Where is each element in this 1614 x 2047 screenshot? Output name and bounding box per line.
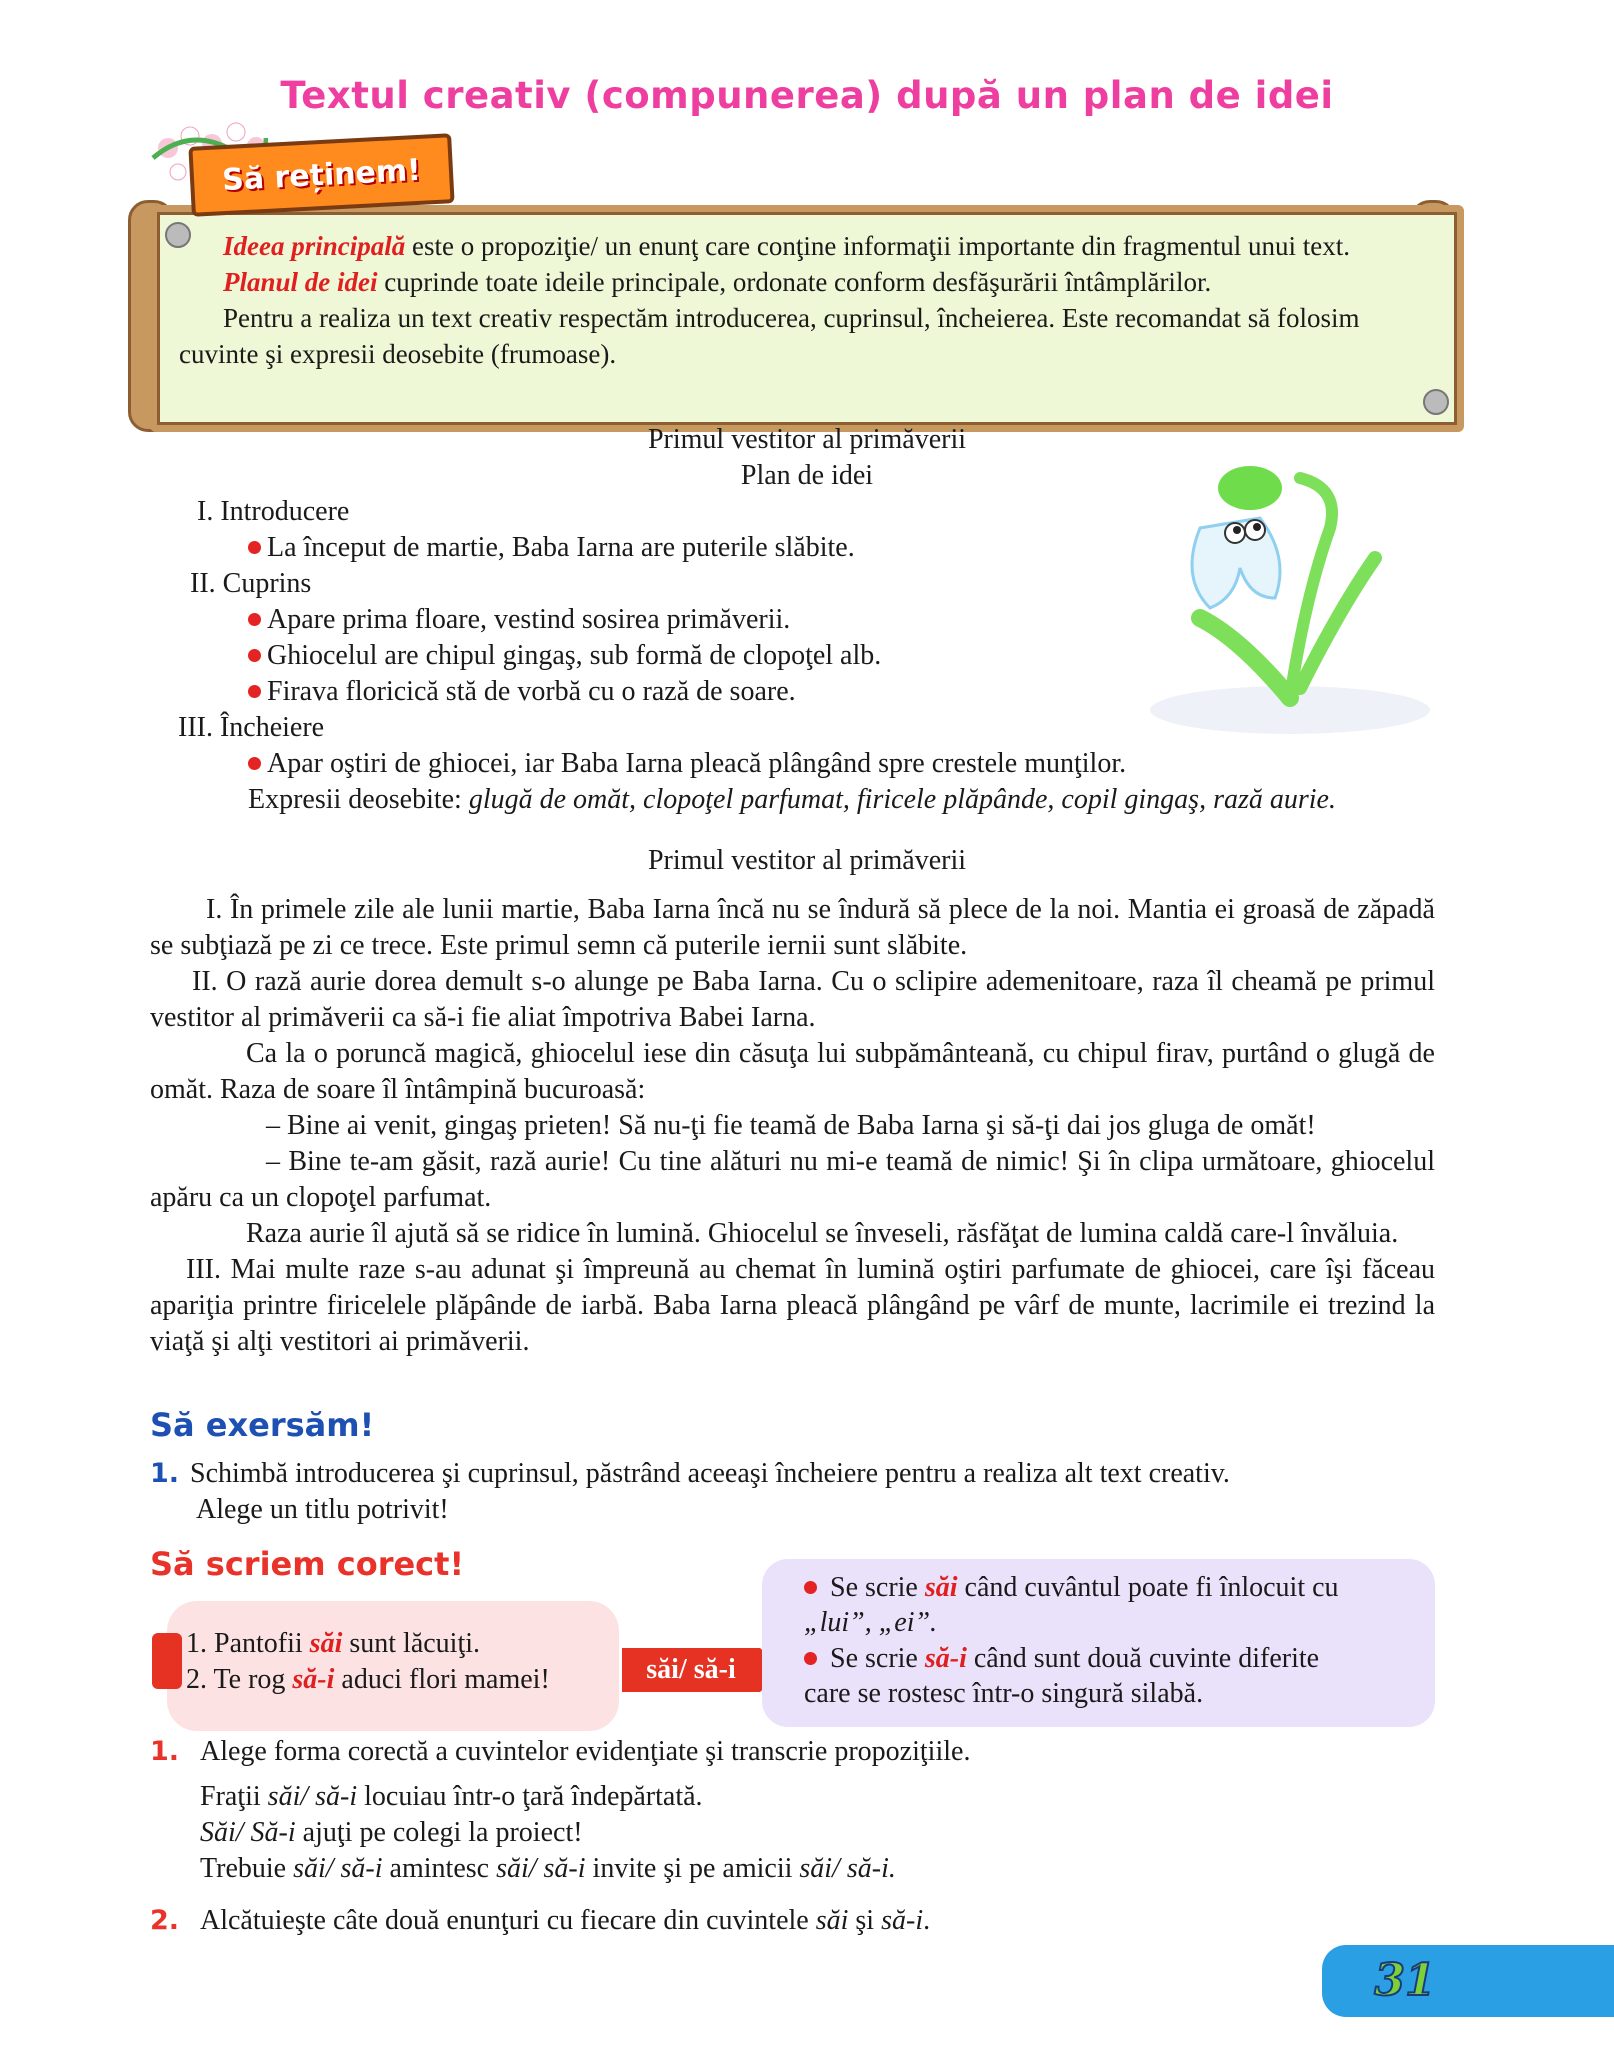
red-tab-marker <box>152 1633 182 1689</box>
retinem-p2: Planul de idei cuprinde toate ideile principale, ordonate conform desfăşurării întâmplărilor. <box>223 267 1212 297</box>
story-paragraph: III. Mai multe raze s-au adunat şi împreună au chemat în lumină oştiri parfumate de ghiocei, care îşi făceau apariţia printre firicelele plăpânde de iarbă. Baba Iarna pleacă plângând pe vârf de munte, lacrimile ei trezind la viaţă şi alţi vestitori ai primăverii. <box>150 1254 1435 1357</box>
story-text <box>150 892 1435 1360</box>
story-dialogue: – Bine te-am găsit, rază aurie! Cu tine alături nu mi-e teamă de nimic! Şi în clipa următoare, ghiocelul apăru ca un clopoţel parfumat. <box>150 1146 1435 1213</box>
corect-heading: Să scriem corect! <box>150 1545 465 1583</box>
plan-item: Ghiocelul are chipul gingaş, sub formă de clopoţel alb. <box>248 640 881 672</box>
task-number-1: 1. <box>150 1736 180 1767</box>
plan-expressions: Expresii deosebite: glugă de omăt, clopoţel parfumat, firicele plăpânde, copil gingaş, rază aurie. <box>248 784 1336 815</box>
story-dialogue: – Bine ai venit, gingaş prieten! Să nu-ţi fie teamă de Baba Iarna şi să-ţi dai jos gluga de omăt! <box>266 1110 1316 1141</box>
bullet-icon <box>804 1652 817 1665</box>
bullet-icon <box>248 649 261 662</box>
retinem-tag: Să reținem! <box>188 133 454 217</box>
story-paragraph: Ca la o poruncă magică, ghiocelul iese din căsuţa lui subpământeană, cu chipul firav, purtând o glugă de omăt. Raza de soare îl întâmpină bucuroasă: <box>150 1038 1435 1105</box>
story-paragraph: I. În primele zile ale lunii martie, Baba Iarna încă nu se îndură să plece de la noi. Mantia ei groasă de zăpadă se subţiază pe zi ce trece. Este primul semn că puterile iernii sunt slăbite. <box>150 894 1435 961</box>
exersam-number: 1. <box>150 1458 180 1489</box>
task-1: Alege forma corectă a cuvintelor evidenţiate şi transcrie propoziţiile. <box>200 1736 971 1767</box>
plan-item: Apare prima floare, vestind sosirea primăverii. <box>248 604 790 636</box>
rule-2-cont: care se rostesc într-o singură silabă. <box>804 1678 1204 1709</box>
story-title: Primul vestitor al primăverii <box>647 845 967 876</box>
story-paragraph: II. O rază aurie dorea demult s-o alunge pe Baba Iarna. Cu o sclipire ademenitoare, raza îl cheamă pe primul vestitor al primăverii ca să-i fie aliat împotriva Babei Iarna. <box>150 966 1435 1033</box>
page-title: Textul creativ (compunerea) după un plan de idei <box>280 74 1334 117</box>
task-2: Alcătuieşte câte două enunţuri cu fiecare din cuvintele săi şi să-i. <box>200 1905 931 1936</box>
rule-1: Se scrie săi când cuvântul poate fi înlocuit cu <box>804 1572 1339 1604</box>
plan-item: La început de martie, Baba Iarna are puterile slăbite. <box>248 532 855 564</box>
snowdrop-illustration <box>1140 448 1440 738</box>
task-1-sentence: Trebuie săi/ să-i amintesc săi/ să-i invite şi pe amicii săi/ să-i. <box>200 1853 896 1884</box>
story-paragraph: Raza aurie îl ajută să se ridice în lumină. Ghiocelul se înveseli, răsfăţat de lumina caldă care-l învăluia. <box>246 1218 1399 1249</box>
task-number-2: 2. <box>150 1905 180 1936</box>
task-1-sentence: Fraţii săi/ să-i locuiau într-o ţară îndepărtată. <box>200 1781 703 1812</box>
sai-sa-i-label: săi/ să-i <box>622 1648 760 1692</box>
exersam-task: Schimbă introducerea şi cuprinsul, păstrând aceeaşi încheiere pentru a realiza alt text creativ. <box>190 1458 1230 1489</box>
bullet-icon <box>248 757 261 770</box>
bullet-icon <box>248 685 261 698</box>
plan-item: Apar oştiri de ghiocei, iar Baba Iarna pleacă plângând spre crestele munţilor. <box>248 748 1126 780</box>
bolt-icon <box>1423 389 1449 415</box>
bullet-icon <box>248 541 261 554</box>
example-1: 1. Pantofii săi sunt lăcuiţi. <box>186 1628 481 1659</box>
plan-title: Primul vestitor al primăverii <box>647 424 967 455</box>
page-number: 31 <box>1374 1955 1436 2006</box>
plan-heading-2: II. Cuprins <box>190 568 312 599</box>
plan-heading-3: III. Încheiere <box>178 712 325 743</box>
retinem-p3: Pentru a realiza un text creativ respectăm introducerea, cuprinsul, încheierea. Este recomandat să folosim cuvinte şi expresii deosebite (frumoase). <box>179 303 1360 369</box>
bullet-icon <box>804 1581 817 1594</box>
exersam-task-2: Alege un titlu potrivit! <box>196 1494 449 1525</box>
plan-subtitle: Plan de idei <box>740 460 874 491</box>
bullet-icon <box>248 613 261 626</box>
example-2: 2. Te rog să-i aduci flori mamei! <box>186 1664 550 1695</box>
rule-2: Se scrie să-i când sunt două cuvinte diferite <box>804 1643 1319 1675</box>
retinem-panel <box>150 205 1464 432</box>
rule-1-cont: „lui”, „ei”. <box>804 1607 938 1638</box>
plan-heading-1: I. Introducere <box>197 496 350 527</box>
plan-item: Firava floricică stă de vorbă cu o rază de soare. <box>248 676 796 708</box>
exersam-heading: Să exersăm! <box>150 1406 375 1444</box>
task-1-sentence: Săi/ Să-i ajuţi pe colegi la proiect! <box>200 1817 583 1848</box>
retinem-p1: Ideea principală este o propoziţie/ un enunţ care conţine informaţii importante din fragmentul unui text. <box>223 231 1350 261</box>
